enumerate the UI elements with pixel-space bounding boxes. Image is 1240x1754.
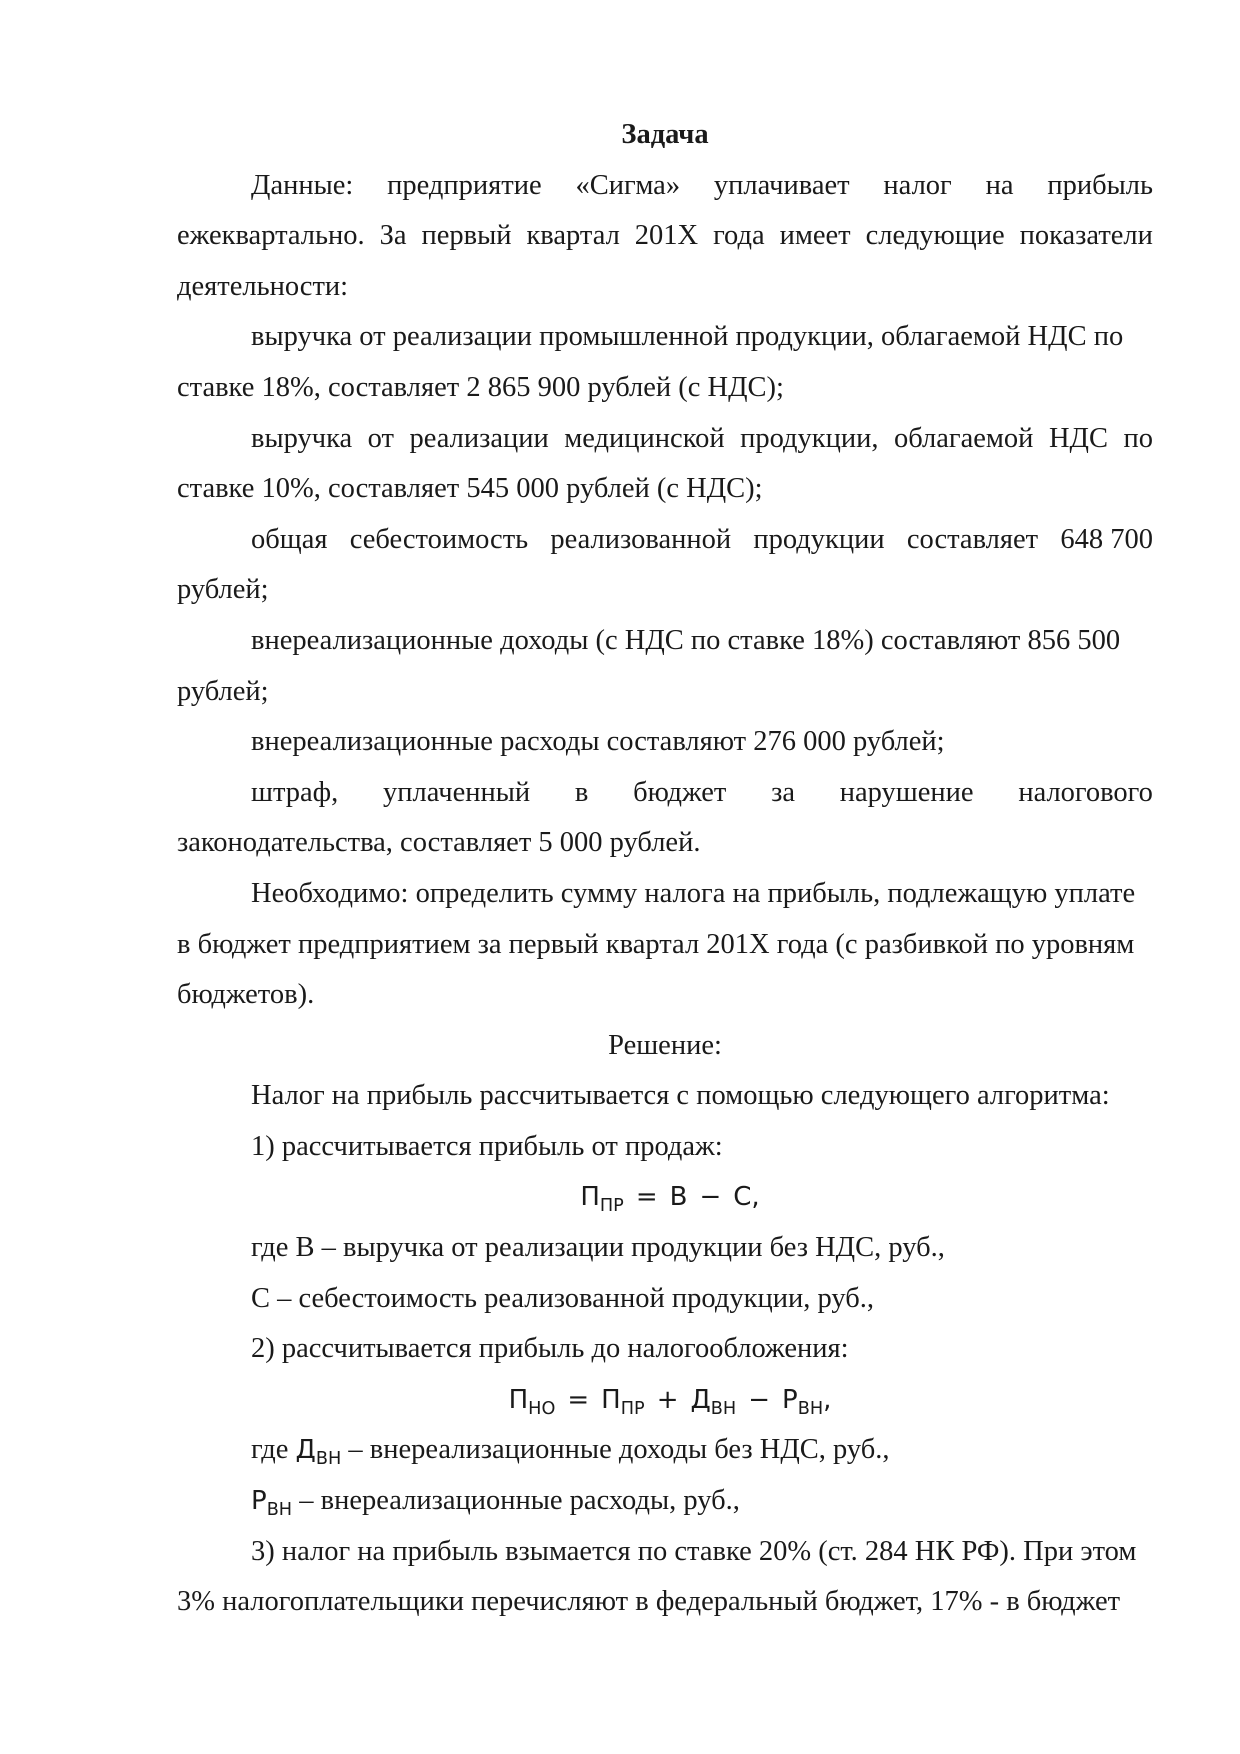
word: НДС <box>1048 422 1108 454</box>
word: уплаченный <box>383 776 531 808</box>
minus-sign: − <box>699 1182 722 1213</box>
word: в <box>574 776 589 808</box>
word: продукции, <box>740 422 879 454</box>
problem-line-11: рублей; <box>177 675 269 707</box>
word: года <box>713 220 765 252</box>
document-body <box>177 110 1153 1628</box>
problem-line-9: рублей; <box>177 574 269 606</box>
problem-line-6 <box>177 414 1153 465</box>
solution-step-3: 3) налог на прибыль взымается по ставке 20% (ст. 284 НК РФ). При этом <box>251 1535 1137 1567</box>
formula-term: С, <box>733 1182 760 1213</box>
equals-sign: = <box>567 1384 590 1415</box>
word: составляет <box>906 523 1039 555</box>
problem-line-5: ставке 18%, составляет 2 865 900 рублей (с НДС); <box>177 371 784 403</box>
where-nonoperating-expenses: $Р_{ВН}$ – внереализационные расходы, руб., <box>177 1476 1153 1527</box>
problem-line-12: внереализационные расходы составляют 276 000 рублей; <box>251 726 945 758</box>
problem-line-7: ставке 10%, составляет 545 000 рублей (с НДС); <box>177 473 763 505</box>
word: нарушение <box>839 776 974 808</box>
word: выручка <box>251 422 353 454</box>
formula-term: $Р_{ВН}$, <box>782 1384 832 1420</box>
word: имеет <box>779 220 851 252</box>
word: уплачивает <box>713 169 850 201</box>
word: первый <box>421 220 512 252</box>
word: продукции <box>753 523 885 555</box>
word: следующие <box>865 220 1005 252</box>
formula-term: $П_{ПР}$ <box>601 1384 645 1420</box>
problem-line-3: деятельности: <box>177 270 349 302</box>
word: 201Х <box>634 220 699 252</box>
word: налог <box>883 169 952 201</box>
word: реализации <box>409 422 549 454</box>
formula-term: $Д_{ВН}$ <box>690 1384 737 1420</box>
word: облагаемой <box>894 422 1034 454</box>
page-title: Задача <box>621 119 709 150</box>
where-revenue: где В – выручка от реализации продукции без НДС, руб., <box>251 1232 945 1264</box>
word: квартал <box>526 220 620 252</box>
word: по <box>1123 422 1153 454</box>
problem-line-16: в бюджет предприятием за первый квартал 201Х года (с разбивкой по уровням <box>177 928 1135 960</box>
problem-line-2 <box>177 211 1153 262</box>
word: 648 700 <box>1060 523 1153 555</box>
problem-line-17: бюджетов). <box>177 979 315 1011</box>
word: За <box>379 220 407 252</box>
problem-line-10: внереализационные доходы (с НДС по ставке 18%) составляют 856 500 <box>251 624 1121 656</box>
solution-step-2: 2) рассчитывается прибыль до налогообложения: <box>251 1333 849 1365</box>
problem-line-13 <box>177 768 1153 819</box>
word: медицинской <box>564 422 725 454</box>
solution-step-1: 1) рассчитывается прибыль от продаж: <box>251 1130 723 1162</box>
minus-sign: − <box>748 1384 771 1415</box>
word: на <box>985 169 1014 201</box>
word: за <box>771 776 796 808</box>
word: прибыль <box>1047 169 1153 201</box>
formula-profit-before-tax <box>177 1375 1153 1426</box>
word: Данные: <box>251 169 354 201</box>
problem-line-14: законодательства, составляет 5 000 рублей. <box>177 827 701 859</box>
problem-line-8 <box>177 515 1153 566</box>
problem-line-4: выручка от реализации промышленной продукции, облагаемой НДС по <box>251 321 1124 353</box>
symbol: $Р_{ВН}$ <box>251 1486 293 1521</box>
formula-profit-from-sales <box>177 1172 1153 1223</box>
word: общая <box>251 523 328 555</box>
equals-sign: = <box>635 1182 658 1213</box>
word: показатели <box>1019 220 1153 252</box>
where-cost: С – себестоимость реализованной продукции, руб., <box>251 1282 874 1314</box>
solution-intro: Налог на прибыль рассчитывается с помощью следующего алгоритма: <box>251 1080 1110 1112</box>
word: себестоимость <box>349 523 529 555</box>
plus-sign: + <box>656 1384 679 1415</box>
word: налогового <box>1018 776 1153 808</box>
solution-heading: Решение: <box>608 1029 722 1061</box>
word: «Сигма» <box>575 169 681 201</box>
formula-lhs: $П_{ПР}$ <box>580 1182 624 1217</box>
problem-line-1 <box>177 161 1153 212</box>
formula-lhs: $П_{НО}$ <box>508 1384 556 1420</box>
word: бюджет <box>633 776 727 808</box>
word: ежеквартально. <box>177 220 365 252</box>
formula-term: В <box>669 1182 688 1213</box>
word: реализованной <box>550 523 732 555</box>
word: предприятие <box>387 169 542 201</box>
solution-step-3-cont: 3% налогоплательщики перечисляют в федеральный бюджет, 17% - в бюджет <box>177 1586 1121 1618</box>
where-nonoperating-income: где $Д_{ВН}$ – внереализационные доходы без НДС, руб., <box>177 1425 1153 1476</box>
problem-line-15: Необходимо: определить сумму налога на прибыль, подлежащую уплате <box>251 877 1136 909</box>
symbol: $Д_{ВН}$ <box>295 1435 342 1470</box>
word: штраф, <box>251 776 339 808</box>
word: от <box>367 422 394 454</box>
